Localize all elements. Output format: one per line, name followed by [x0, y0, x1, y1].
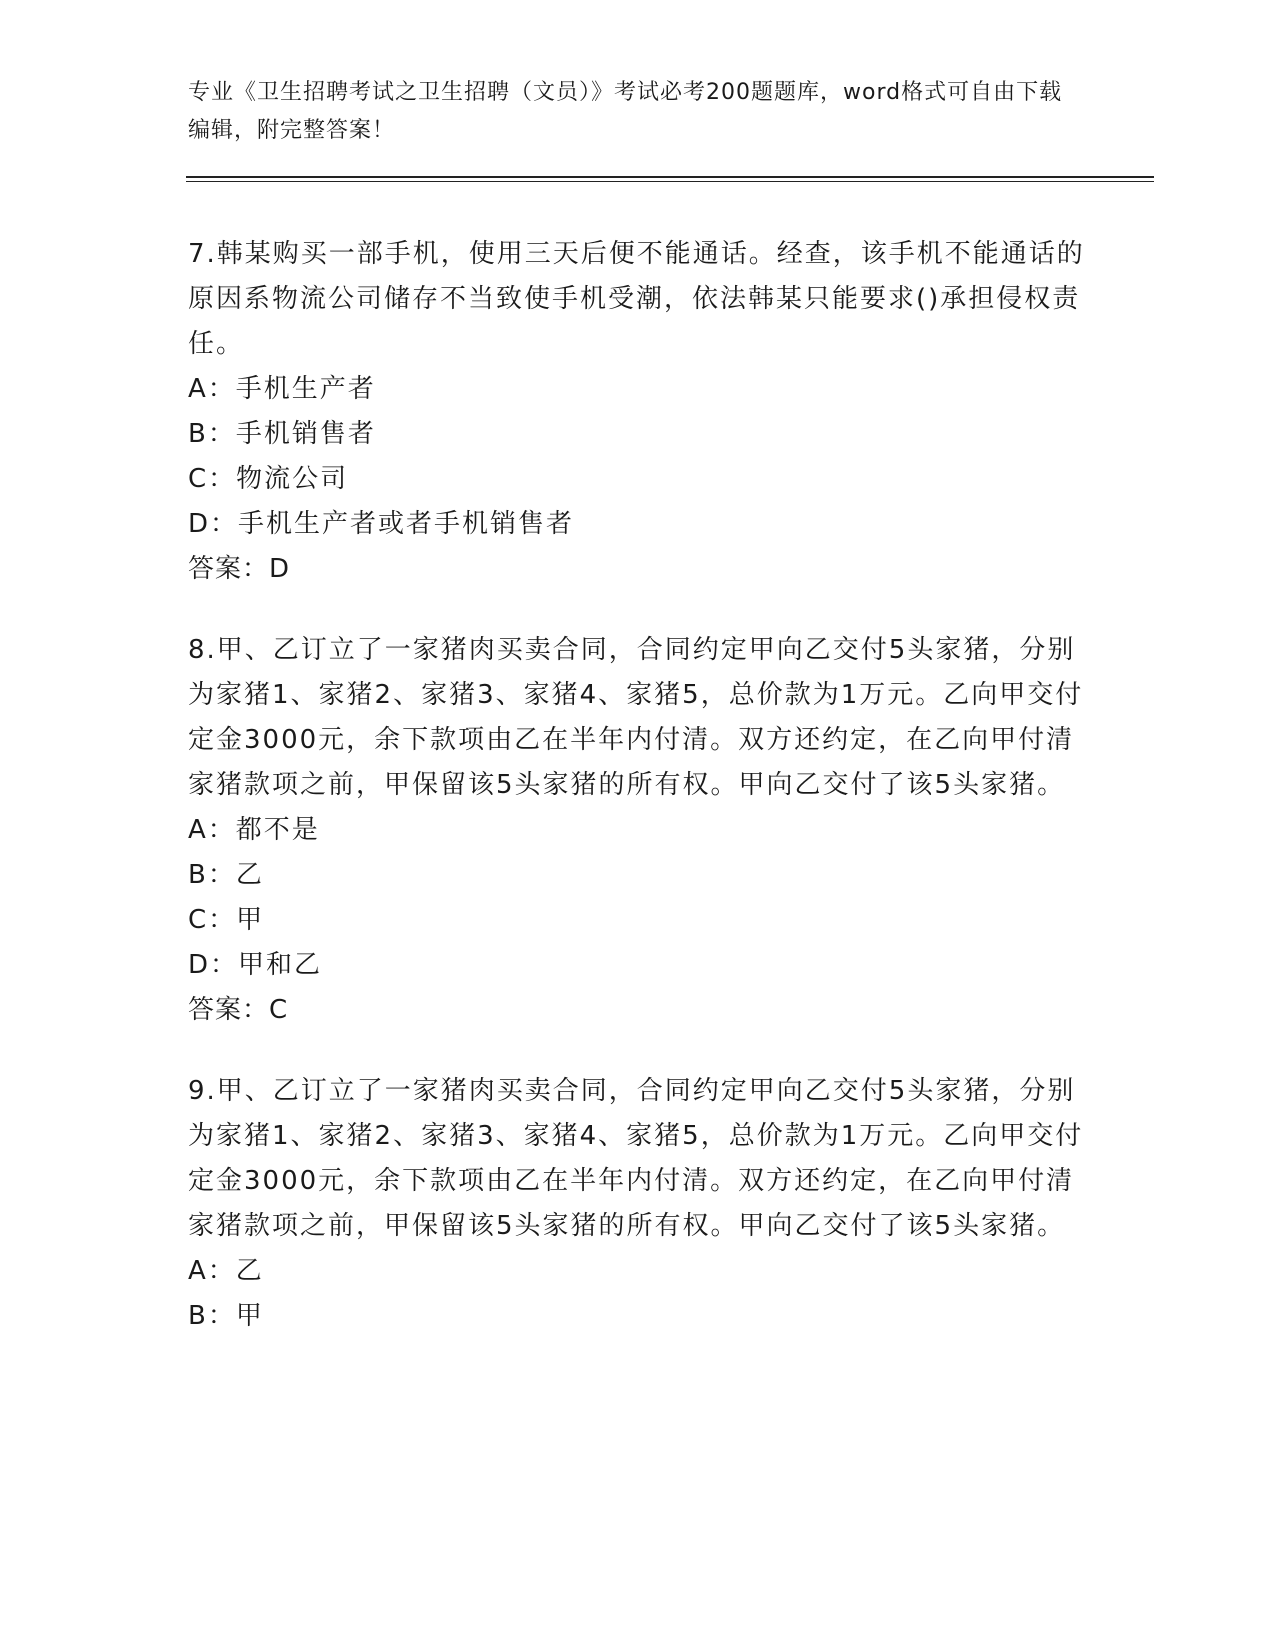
- document-header: 专业《卫生招聘考试之卫生招聘（文员）》考试必考200题题库，word格式可自由下载编辑，附完整答案！: [188, 80, 1063, 143]
- question-stem: 7.韩某购买一部手机，使用三天后便不能通话。经查，该手机不能通话的原因系物流公司储存不当致使手机受潮，依法韩某只能要求()承担侵权责任。: [188, 239, 1085, 359]
- question-7: [188, 232, 1088, 592]
- option-a: A：手机生产者: [188, 374, 376, 404]
- option-d: D：甲和乙: [188, 950, 323, 980]
- option-a: A：乙: [188, 1256, 264, 1286]
- header-divider: [186, 176, 1154, 182]
- option-b: B：乙: [188, 860, 264, 890]
- option-b: B：甲: [188, 1301, 264, 1331]
- option-a: A：都不是: [188, 815, 320, 845]
- question-8: [188, 628, 1088, 1033]
- option-b: B：手机销售者: [188, 419, 376, 449]
- answer: 答案：C: [188, 995, 289, 1025]
- question-list: [188, 232, 1088, 1375]
- option-c: C：甲: [188, 905, 265, 935]
- question-stem: 8.甲、乙订立了一家猪肉买卖合同，合同约定甲向乙交付5头家猪，分别为家猪1、家猪2、家猪3、家猪4、家猪5，总价款为1万元。乙向甲交付定金3000元，余下款项由乙在半年内付清。双方还约定，在乙向甲付清家猪款项之前，甲保留该5头家猪的所有权。甲向乙交付了该5头家猪。: [188, 635, 1084, 800]
- question-9: [188, 1069, 1088, 1339]
- answer: 答案：D: [188, 554, 291, 584]
- option-c: C：物流公司: [188, 464, 349, 494]
- option-d: D：手机生产者或者手机销售者: [188, 509, 575, 539]
- question-stem: 9.甲、乙订立了一家猪肉买卖合同，合同约定甲向乙交付5头家猪，分别为家猪1、家猪2、家猪3、家猪4、家猪5，总价款为1万元。乙向甲交付定金3000元，余下款项由乙在半年内付清。双方还约定，在乙向甲付清家猪款项之前，甲保留该5头家猪的所有权。甲向乙交付了该5头家猪。: [188, 1076, 1084, 1241]
